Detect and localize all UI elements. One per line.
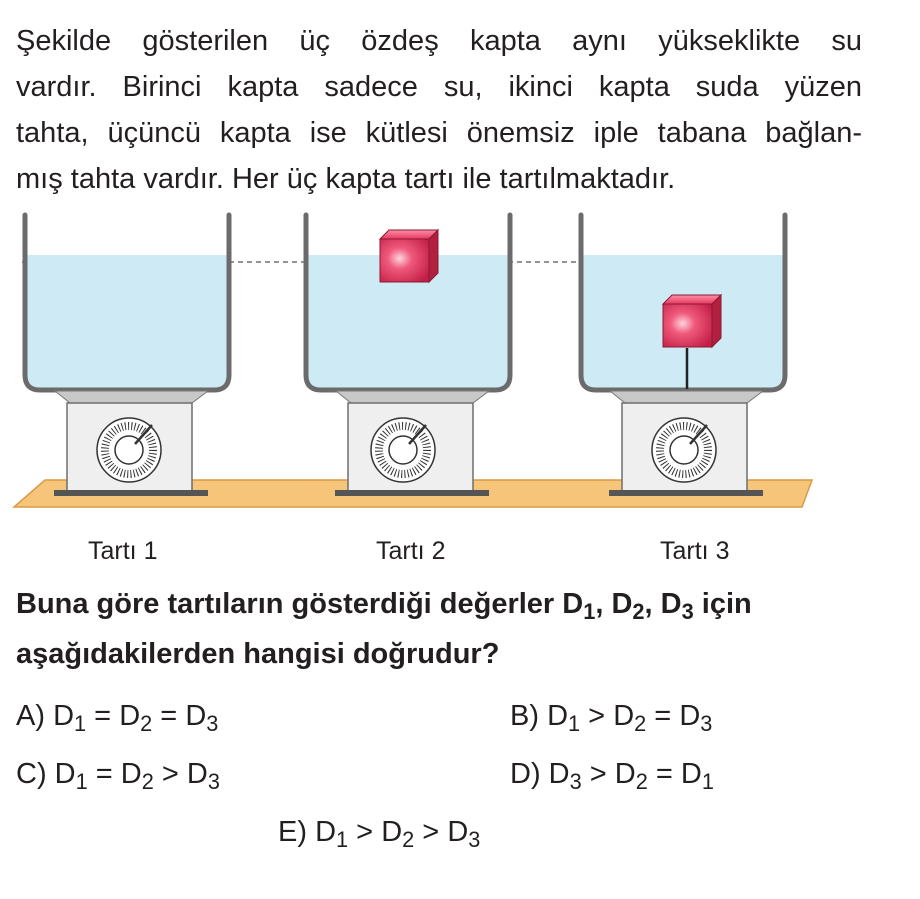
term: D: [185, 700, 207, 732]
term: D: [613, 700, 635, 732]
question-suffix: için: [693, 588, 752, 620]
option-key: A): [16, 700, 54, 732]
subscript: 3: [681, 599, 694, 625]
term: D: [679, 700, 701, 732]
operator: =: [647, 758, 681, 790]
option-key: D): [510, 758, 549, 790]
variable-d3: D: [660, 588, 682, 620]
question-text: [16, 580, 876, 678]
operator: >: [153, 758, 187, 790]
intro-line: Şekilde gösterilen üç özdeş kapta aynı yükseklikte su: [16, 25, 862, 57]
subscript: 2: [402, 827, 415, 853]
term: D: [315, 816, 337, 848]
water-1: [25, 255, 229, 390]
subscript: 1: [583, 599, 596, 625]
subscript: 1: [336, 827, 349, 853]
separator: ,: [644, 588, 661, 620]
scale-label-3: Tartı 3: [660, 537, 730, 565]
term: D: [119, 700, 141, 732]
term: D: [548, 758, 570, 790]
subscript: 3: [207, 769, 220, 795]
scale-3: [609, 391, 763, 496]
subscript: 2: [632, 599, 645, 625]
container-1: [25, 215, 229, 390]
subscript: 1: [74, 711, 87, 737]
question-prefix: Buna göre tartıların gösterdiği değerler: [16, 588, 563, 620]
subscript: 1: [568, 711, 581, 737]
scale-1: [54, 391, 208, 496]
operator: =: [646, 700, 680, 732]
term: D: [381, 816, 403, 848]
subscript: 2: [140, 711, 153, 737]
subscript: 1: [701, 769, 714, 795]
subscript: 2: [634, 711, 647, 737]
intro-line: vardır. Birinci kapta sadece su, ikinci kapta suda yüzen: [16, 71, 862, 103]
question-line-2: aşağıdakilerden hangisi doğrudur?: [16, 638, 500, 670]
separator: ,: [595, 588, 612, 620]
scale-label-1: Tartı 1: [88, 537, 158, 565]
term: D: [680, 758, 702, 790]
term: D: [614, 758, 636, 790]
option-d[interactable]: [510, 758, 714, 795]
intro-line: mış tahta vardır. Her üç kapta tartı ile tartılmaktadır.: [16, 163, 676, 195]
question-line-1: [16, 580, 876, 630]
operator: >: [414, 816, 448, 848]
variable-d1: D: [562, 588, 584, 620]
subscript: 3: [206, 711, 219, 737]
intro-line: tahta, üçüncü kapta ise kütlesi önemsiz iple tabana bağlan-: [16, 117, 862, 149]
tethered-wood-block: [663, 295, 721, 347]
term: D: [547, 700, 569, 732]
option-key: B): [510, 700, 548, 732]
operator: =: [86, 700, 120, 732]
operator: =: [152, 700, 186, 732]
intro-paragraph: [16, 18, 862, 202]
operator: >: [348, 816, 382, 848]
term: D: [54, 758, 76, 790]
operator: =: [87, 758, 121, 790]
term: D: [53, 700, 75, 732]
three-containers-figure: [0, 210, 920, 530]
term: D: [186, 758, 208, 790]
variable-d2: D: [611, 588, 633, 620]
operator: >: [580, 700, 614, 732]
term: D: [120, 758, 142, 790]
term: D: [447, 816, 469, 848]
option-c[interactable]: [16, 758, 220, 795]
operator: >: [581, 758, 615, 790]
option-e[interactable]: [278, 816, 481, 853]
subscript: 2: [635, 769, 648, 795]
scale-2: [335, 391, 489, 496]
subscript: 3: [700, 711, 713, 737]
option-b[interactable]: [510, 700, 713, 737]
floating-wood-block: [380, 230, 438, 282]
subscript: 2: [141, 769, 154, 795]
subscript: 3: [468, 827, 481, 853]
option-key: C): [16, 758, 55, 790]
subscript: 1: [75, 769, 88, 795]
option-key: E): [278, 816, 316, 848]
option-a[interactable]: [16, 700, 219, 737]
scale-label-2: Tartı 2: [376, 537, 446, 565]
subscript: 3: [569, 769, 582, 795]
